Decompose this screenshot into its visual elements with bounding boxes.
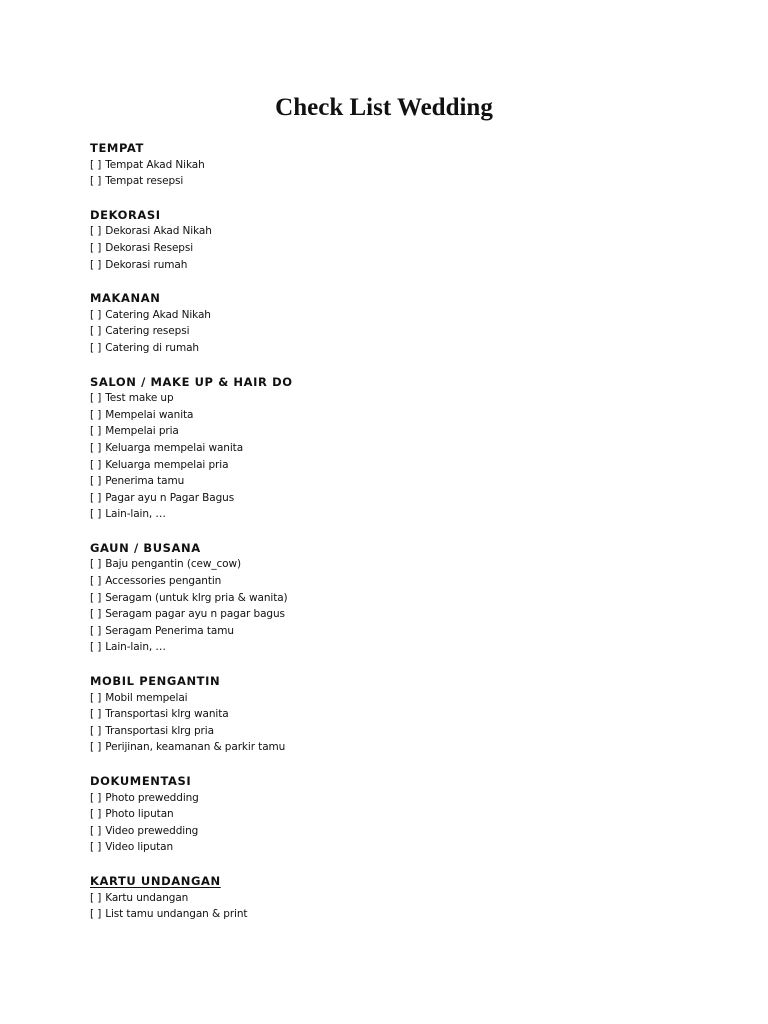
checkbox-glyph: [ ] [90,408,102,421]
checkbox-glyph: [ ] [90,458,102,471]
item-label: Mempelai pria [105,425,179,438]
checklist-item [90,573,710,590]
checkbox-glyph: [ ] [90,475,102,488]
item-label: Tempat Akad Nikah [105,158,205,171]
checklist-item [90,790,710,807]
item-label: Keluarga mempelai pria [105,458,229,471]
checkbox-glyph: [ ] [90,258,102,271]
checklist-item [90,423,710,440]
checklist-item [90,323,710,340]
checkbox-glyph: [ ] [90,641,102,654]
item-label: Test make up [105,392,174,405]
checkbox-glyph: [ ] [90,341,102,354]
checkbox-glyph: [ ] [90,841,102,854]
item-label: Pagar ayu n Pagar Bagus [105,491,235,504]
checkbox-glyph: [ ] [90,392,102,405]
checkbox-glyph: [ ] [90,508,102,521]
item-label: Video liputan [105,841,174,854]
section-heading: DEKORASI [90,207,161,222]
item-label: Perijinan, keamanan & parkir tamu [105,741,286,754]
section-heading: SALON / MAKE UP & HAIR DO [90,374,293,389]
checklist [90,390,710,523]
checklist-item [90,157,710,174]
checklist-item [90,890,710,907]
checklist-item [90,906,710,923]
section-gaun [90,540,710,656]
checklist-item [90,407,710,424]
checklist-item [90,806,710,823]
item-label: Mobil mempelai [105,691,188,704]
checklist-item [90,440,710,457]
checkbox-glyph: [ ] [90,808,102,821]
item-label: Kartu undangan [105,891,189,904]
item-label: Dekorasi Akad Nikah [105,225,212,238]
checkbox-glyph: [ ] [90,591,102,604]
checklist-content [90,140,710,940]
checkbox-glyph: [ ] [90,225,102,238]
checklist-item [90,223,710,240]
section-tempat [90,140,710,190]
section-heading: TEMPAT [90,141,144,155]
checklist-item [90,706,710,723]
checklist-item [90,723,710,740]
checkbox-glyph: [ ] [90,175,102,188]
checkbox-glyph: [ ] [90,708,102,721]
checklist-item [90,556,710,573]
item-label: Catering resepsi [105,325,190,338]
item-label: Catering Akad Nikah [105,308,211,321]
checklist-item [90,606,710,623]
item-label: Mempelai wanita [105,408,194,421]
section-heading: MAKANAN [90,291,161,306]
item-label: Lain-lain, … [105,641,166,654]
checkbox-glyph: [ ] [90,741,102,754]
checklist-item [90,173,710,190]
section-heading: MOBIL PENGANTIN [90,674,221,689]
checklist-item [90,639,710,656]
section-kartu-undangan [90,873,710,923]
checklist-item [90,690,710,707]
checklist-item [90,490,710,507]
checkbox-glyph: [ ] [90,691,102,704]
section-salon [90,374,710,523]
section-makanan [90,290,710,356]
item-label: Seragam (untuk klrg pria & wanita) [105,591,288,604]
checklist-item [90,240,710,257]
item-label: Seragam Penerima tamu [105,624,234,637]
checkbox-glyph: [ ] [90,624,102,637]
section-dekorasi [90,207,710,273]
checklist [90,157,710,190]
item-label: Baju pengantin (cew_cow) [105,558,241,571]
item-label: List tamu undangan & print [105,908,248,921]
item-label: Transportasi klrg pria [105,724,214,737]
checkbox-glyph: [ ] [90,308,102,321]
item-label: Keluarga mempelai wanita [105,441,244,454]
item-label: Seragam pagar ayu n pagar bagus [105,608,285,621]
checkbox-glyph: [ ] [90,608,102,621]
item-label: Lain-lain, … [105,508,166,521]
checklist-item [90,506,710,523]
item-label: Video prewedding [105,824,199,837]
checklist-item [90,623,710,640]
checkbox-glyph: [ ] [90,325,102,338]
checkbox-glyph: [ ] [90,241,102,254]
checklist-item [90,307,710,324]
item-label: Penerima tamu [105,475,185,488]
item-label: Catering di rumah [105,341,199,354]
checklist-item [90,473,710,490]
checklist-item [90,390,710,407]
checkbox-glyph: [ ] [90,891,102,904]
checkbox-glyph: [ ] [90,425,102,438]
checklist [90,790,710,856]
section-dokumentasi [90,773,710,856]
checklist-item [90,739,710,756]
checkbox-glyph: [ ] [90,558,102,571]
checklist-item [90,590,710,607]
item-label: Transportasi klrg wanita [105,708,229,721]
checklist-item [90,839,710,856]
checkbox-glyph: [ ] [90,791,102,804]
checklist-item [90,257,710,274]
checklist [90,307,710,357]
item-label: Dekorasi Resepsi [105,241,194,254]
checkbox-glyph: [ ] [90,491,102,504]
checklist [90,690,710,756]
checkbox-glyph: [ ] [90,575,102,588]
checklist-item [90,340,710,357]
checkbox-glyph: [ ] [90,158,102,171]
checkbox-glyph: [ ] [90,824,102,837]
checkbox-glyph: [ ] [90,908,102,921]
checkbox-glyph: [ ] [90,724,102,737]
item-label: Accessories pengantin [105,575,222,588]
section-heading: DOKUMENTASI [90,774,192,788]
item-label: Photo liputan [105,808,174,821]
checklist [90,223,710,273]
checklist [90,890,710,923]
page-title: Check List Wedding [275,94,493,121]
checkbox-glyph: [ ] [90,441,102,454]
item-label: Tempat resepsi [105,175,184,188]
checklist [90,556,710,656]
item-label: Photo prewedding [105,791,199,804]
item-label: Dekorasi rumah [105,258,188,271]
section-heading: GAUN / BUSANA [90,540,201,555]
checklist-item [90,457,710,474]
section-mobil [90,673,710,756]
section-heading: KARTU UNDANGAN [90,873,221,888]
checklist-item [90,823,710,840]
